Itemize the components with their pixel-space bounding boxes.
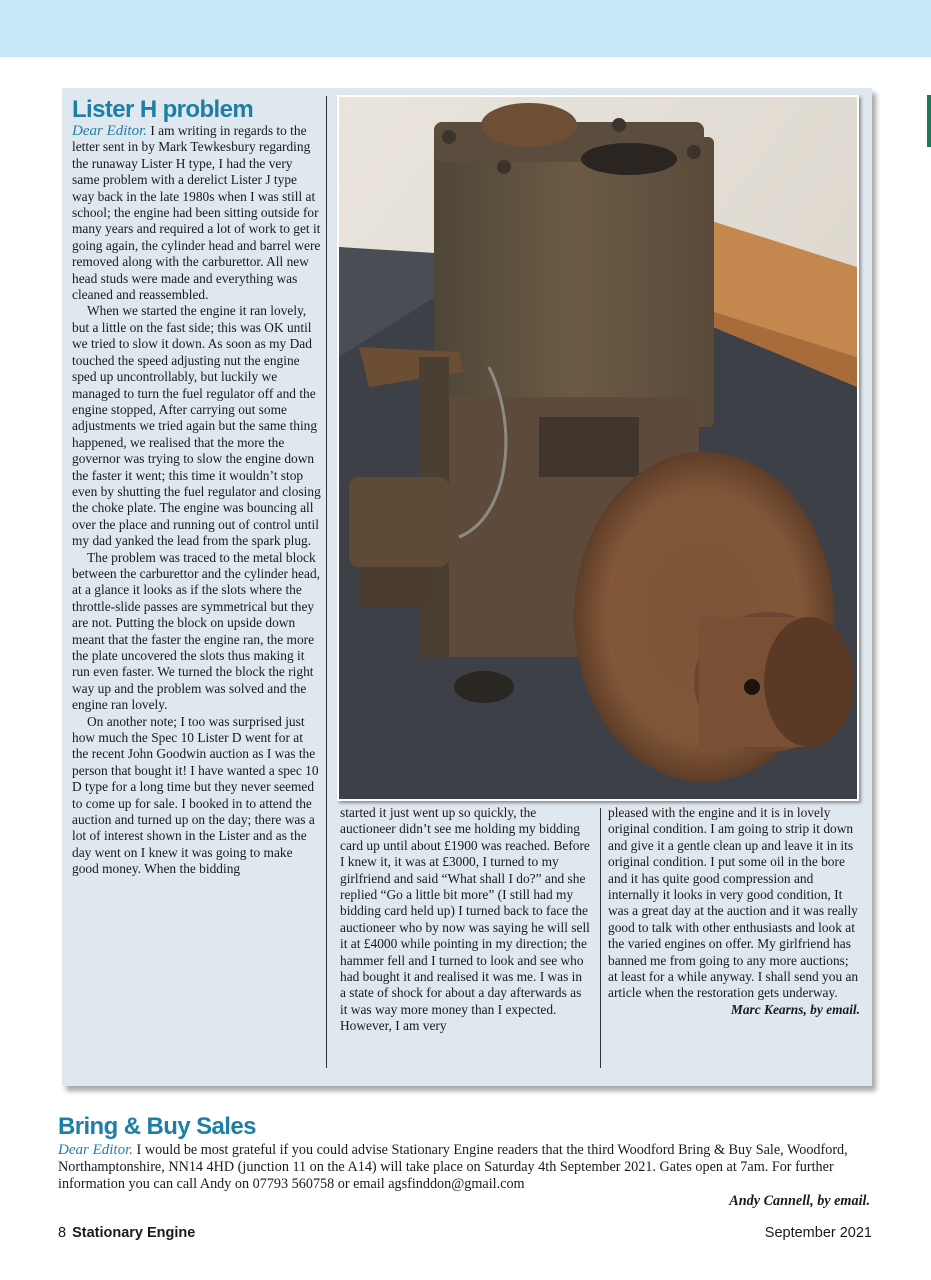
engine-photo [337,95,859,801]
paragraph-text: I would be most grateful if you could advise Stationary Engine readers that the third Woodford Bring & Buy Sale, Woodford, Northamptonshire, NN14 4HD (junction 11 on the A14) will take place on Saturday 4th September 2021. Gates open at 7am. For further information you can call Andy on 07793 560758 or email agsfinddon@gmail.com [58,1142,848,1192]
letter-signature: Andy Cannell, by email. [729,1193,870,1209]
page-footer [58,1225,872,1243]
issue-date: September 2021 [764,1225,872,1241]
letter-column-3 [608,805,860,1018]
column-divider [326,96,327,1068]
engine-illustration [339,97,857,799]
column-divider [600,808,601,1068]
bring-and-buy-letter [58,1112,870,1210]
letter-title: Lister H problem [72,96,254,123]
paragraph-text: I am writing in regards to the letter sent in by Mark Tewkesbury regarding the runaway Lister H type, I had the very same problem with a derelict Lister J type way back in the late 1980s when I was still at school; the engine had been sitting outside for many years and required a lot of work to get it going again, the cylinder head and barrel were removed along with the carburettor. All new head studs were made and everything was cleaned and reassembled. [72,123,321,303]
letter-paragraph: On another note; I too was surprised just how much the Spec 10 Lister D went for at the recent John Goodwin auction as I was the person that bought it! I have wanted a spec 10 D type for a long time but they never seemed to come up for sale. I booked in to attend the auction and turned up on the day; there was a lot of interest shown in the Lister and as the day went on I knew it was going to make good money. When the bidding [72,713,319,877]
letter-paragraph [72,123,322,303]
top-color-band [0,0,931,57]
letter-title: Bring & Buy Sales [58,1113,256,1140]
edge-tab-marker [927,95,931,147]
magazine-name: Stationary Engine [72,1225,196,1241]
letter-column-1 [72,97,322,878]
letter-paragraph: The problem was traced to the metal block between the carburettor and the cylinder head, at a glance it looks as if the slots where the throttle-slide passes are symmetrical but they are not. Putting the block on upside down meant that the faster the engine ran, the more the plate uncovered the slots thus making it run even faster. We turned the block the right way up and the problem was solved and the engine ran lovely. [72,549,320,713]
page-number: 8 [58,1225,67,1241]
letter-paragraph: started it just went up so quickly, the auctioneer didn’t see me holding my bidding card up until about £1900 was reached. Before I knew it, it was at £3000, I turned to my girlfriend and said “What shall I do?” and she replied “Go a little bit more” (I still had my bidding card held up) I turned back to face the auctioneer who by now was saying he will sell it at £4000 while pointing in my direction; the hammer fell and I turned to look and see who had bought it and realised it was me. I was in a state of shock for about a day afterwards as it was way more money than I expected. However, I am very [340,805,590,1034]
letter-column-2 [340,805,590,1035]
footer-left [58,1225,195,1241]
letter-paragraph [58,1142,870,1193]
letter-paragraph: pleased with the engine and it is in lovely original condition. I am going to strip it down and give it a gentle clean up and leave it in its original condition. I put some oil in the bore and it has quite good compression and internally it looks in very good condition, It was a great day at the auction and it was really good to talk with other enthusiasts and look at the varied engines on offer. My girlfriend has banned me from going to any more auctions; at least for a while anyway. I shall send you an article when the restoration gets underway. [608,805,859,1001]
salutation: Dear Editor. [58,1142,133,1158]
salutation: Dear Editor. [72,123,147,139]
letter-paragraph: When we started the engine it ran lovely, but a little on the fast side; this was OK until we tried to slow it down. As soon as my Dad touched the speed adjusting nut the engine sped up uncontrollably, but luckily we managed to turn the fuel regulator off and the engine stopped, After carrying out some adjustments we tried again but the same thing happened, we realised that the more the governor was trying to slow the engine down the faster it went; this time it wouldn’t stop even by shutting the fuel regulator and closing the choke plate. The engine was bouncing all over the place and running out of control until my dad yanked the lead from the spark plug. [72,303,321,549]
letter-signature: Marc Kearns, by email. [730,1001,860,1017]
